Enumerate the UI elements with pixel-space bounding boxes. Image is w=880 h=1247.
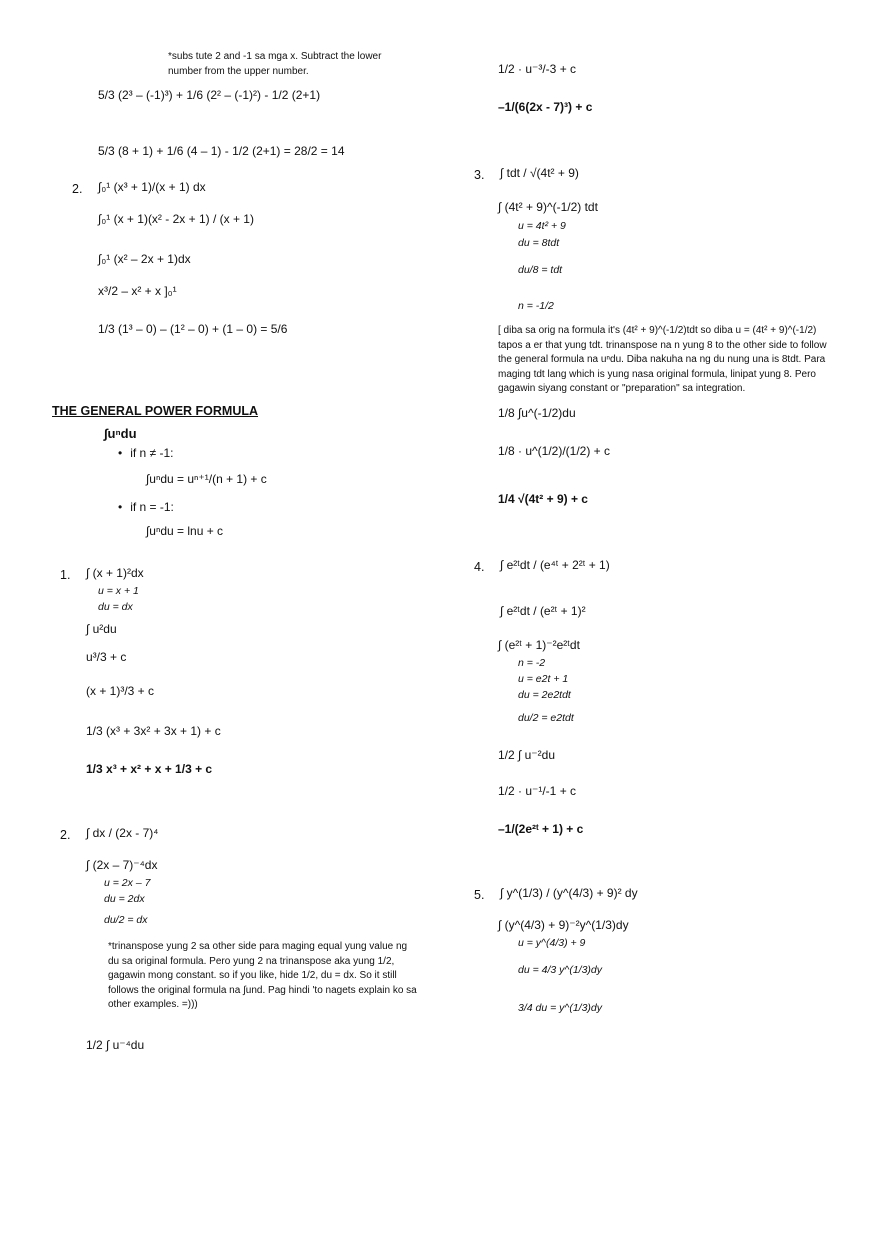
problem-2-antiderivative: x³/2 – x² + x ]₀¹ [98, 284, 177, 298]
example-1-step-3: u³/3 + c [86, 650, 127, 664]
example-4-step-4: 1/2 ∫ u⁻²du [498, 748, 555, 762]
problem-2-number: 2. [72, 182, 83, 196]
gpf-case-2: • if n = -1: [118, 500, 174, 514]
example-5-integral: ∫ y^(1/3) / (y^(4/3) + 9)² dy [500, 886, 638, 900]
example-5-rewritten: ∫ (y^(4/3) + 9)⁻²y^(1/3)dy [498, 918, 629, 932]
example-1-step-2: ∫ u²du [86, 622, 117, 636]
problem-2-result: 1/3 (1³ – 0) – (1² – 0) + (1 – 0) = 5/6 [98, 322, 288, 336]
example-4-du: du = 2e2tdt [518, 689, 571, 701]
example-3-step-4: 1/8 · u^(1/2)/(1/2) + c [498, 444, 611, 458]
example-3-n: n = -1/2 [518, 300, 554, 312]
example-1-u: u = x + 1 [98, 585, 139, 597]
example-4-number: 4. [474, 560, 485, 574]
eq-substitution: 5/3 (2³ – (-1)³) + 1/6 (2² – (-1)²) - 1/2 (2+1) [98, 88, 321, 102]
example-3-step-3: 1/8 ∫u^(-1/2)du [498, 406, 576, 420]
example-1-integral: ∫ (x + 1)²dx [86, 566, 144, 580]
example-1-step-4: (x + 1)³/3 + c [86, 684, 155, 698]
example-3-integral: ∫ tdt / √(4t² + 9) [500, 166, 579, 180]
example-3-note: [ diba sa orig na formula it's (4t² + 9)^(-1/2)tdt so diba u = (4t² + 9)^(-1/2) tapos a er that yung tdt. trinanspose na n yung 8 to the other side to follow the general formula na uⁿdu. Diba nakuha na ng du nung una is 8tdt. Para maging tdt lang which is yung nasa original formula, linipat yung 8. Pero gagawin siyang constant or "preparation" sa integration. [498, 325, 827, 394]
example-1-number: 1. [60, 568, 71, 582]
example-4-integral: ∫ e²ᵗdt / (e⁴ᵗ + 2²ᵗ + 1) [500, 558, 610, 572]
example-2-note: *trinanspose yung 2 sa other side para maging equal yung value ng du sa original formula. Pero yung 2 na trinanspose aka yung 1/2, gagawin mong constant. so if you like, hide 1/2, du = dx. So it still follows the original formula na ∫und. Pag hindi 'to nagets explain ko sa other examples. =))) [108, 941, 417, 1010]
problem-2-simplified: ∫₀¹ (x² – 2x + 1)dx [98, 252, 191, 266]
example-3-rewritten: ∫ (4t² + 9)^(-1/2) tdt [498, 200, 598, 214]
example-5-number: 5. [474, 888, 485, 902]
example-2-du-half: du/2 = dx [104, 914, 148, 926]
substitute-note: *subs tute 2 and -1 sa mga x. Subtract the lower number from the upper number. [168, 51, 382, 77]
example-4-u: u = e2t + 1 [518, 673, 569, 685]
example-4-answer: –1/(2e²ᵗ + 1) + c [498, 822, 584, 836]
example-4-simplified: ∫ e²ᵗdt / (e²ᵗ + 1)² [500, 604, 586, 618]
example-3-answer: 1/4 √(4t² + 9) + c [498, 492, 588, 506]
problem-2-factored: ∫₀¹ (x + 1)(x² - 2x + 1) / (x + 1) [98, 212, 254, 226]
example-4-step-5: 1/2 · u⁻¹/-1 + c [498, 784, 577, 798]
example-2-step: 1/2 ∫ u⁻⁴du [86, 1038, 145, 1052]
example-5-du: du = 4/3 y^(1/3)dy [518, 964, 603, 976]
example-4-rewritten: ∫ (e²ᵗ + 1)⁻²e²ᵗdt [498, 638, 580, 652]
example-2-u: u = 2x – 7 [104, 877, 151, 889]
example-4-n: n = -2 [518, 657, 546, 669]
example-3-u: u = 4t² + 9 [518, 220, 566, 232]
example-4-du-half: du/2 = e2tdt [518, 712, 574, 724]
gpf-case-1: • if n ≠ -1: [118, 446, 173, 460]
example-3-du-eighth: du/8 = tdt [518, 264, 563, 276]
general-power-formula-heading: THE GENERAL POWER FORMULA [52, 404, 259, 418]
example-2-continued: 1/2 · u⁻³/-3 + c [498, 62, 577, 76]
example-1-step-5: 1/3 (x³ + 3x² + 3x + 1) + c [86, 724, 221, 738]
example-2-rewritten: ∫ (2x – 7)⁻⁴dx [86, 858, 158, 872]
eq-evaluated: 5/3 (8 + 1) + 1/6 (4 – 1) - 1/2 (2+1) = 28/2 = 14 [98, 144, 345, 158]
problem-2-integral: ∫₀¹ (x³ + 1)/(x + 1) dx [98, 180, 206, 194]
gpf-formula-2: ∫uⁿdu = lnu + c [146, 524, 224, 538]
example-3-du: du = 8tdt [518, 237, 560, 249]
example-1-answer: 1/3 x³ + x² + x + 1/3 + c [86, 762, 213, 776]
example-2-du: du = 2dx [104, 893, 145, 905]
gpf-main-integral: ∫uⁿdu [104, 426, 137, 441]
gpf-formula-1: ∫uⁿdu = uⁿ⁺¹/(n + 1) + c [146, 472, 267, 486]
example-5-du-scaled: 3/4 du = y^(1/3)dy [518, 1002, 603, 1014]
example-1-du: du = dx [98, 601, 133, 613]
example-2-number: 2. [60, 828, 71, 842]
example-3-number: 3. [474, 168, 485, 182]
example-2-answer: –1/(6(2x - 7)³) + c [498, 100, 593, 114]
example-5-u: u = y^(4/3) + 9 [518, 937, 586, 949]
example-2-integral: ∫ dx / (2x - 7)⁴ [86, 826, 159, 840]
